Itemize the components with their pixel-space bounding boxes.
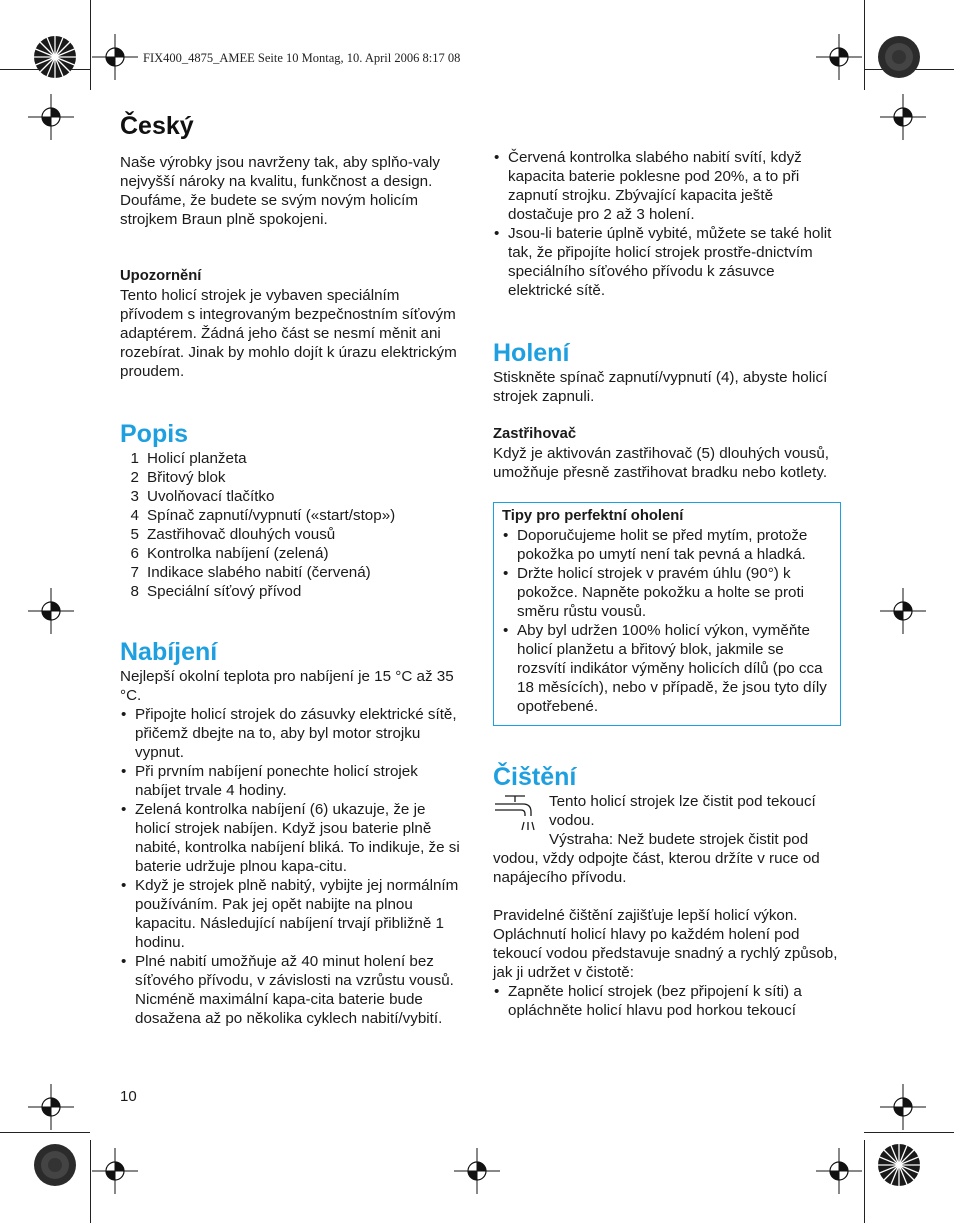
list-item: • Červená kontrolka slabého nabití svítí, když kapacita baterie poklesne pod 20%, a to při zapnutí strojku. Zbývající kapacita ještě dostačuje pro 2 až 3 holení.	[493, 148, 839, 224]
registration-mark-icon	[92, 34, 138, 80]
list-item: • Držte holicí strojek v pravém úhlu (90°) k pokožce. Napněte pokožku a holte se proti směru růstu vousů.	[502, 564, 832, 621]
registration-mark-icon	[28, 1084, 74, 1130]
intro-paragraph: Naše výrobky jsou navrženy tak, aby splňo-valy nejvyšší nároky na kvalitu, funkčnost a design. Doufáme, že budete se svým novým holicím strojkem Braun plně spokojeni.	[120, 154, 440, 228]
warning-section	[120, 267, 465, 381]
list-item: • Zapněte holicí strojek (bez připojení k síti) a opláchněte holicí hlavu pod horkou tekoucí	[493, 982, 839, 1020]
starburst-target-icon	[33, 35, 77, 79]
list-item: 3 Uvolňovací tlačítko	[130, 488, 275, 505]
faucet-text: Tento holicí strojek lze čistit pod tekoucí vodou.	[549, 793, 816, 829]
trim-line	[0, 1132, 90, 1133]
list-item: • Zelená kontrolka nabíjení (6) ukazuje, že je holicí strojek nabíjen. Když jsou baterie plně nabité, kontrolka nabíjení bliká. To indikuje, že si baterie udržuje plnou kapa-citu.	[120, 800, 465, 876]
registration-mark-icon	[28, 94, 74, 140]
list-item: • Připojte holicí strojek do zásuvky elektrické sítě, přičemž dbejte na to, aby byl motor strojku vypnut.	[120, 705, 465, 762]
list-item: 7 Indikace slabého nabití (červená)	[130, 564, 371, 581]
nabijeni-heading: Nabíjení	[120, 638, 218, 666]
list-item: • Při prvním nabíjení ponechte holicí strojek nabíjet trvale 4 hodiny.	[120, 762, 465, 800]
right-column	[493, 148, 839, 1020]
trimmer-text: Když je aktivován zastřihovač (5) dlouhých vousů, umožňuje přesně zastřihovat bradku nebo kotlety.	[493, 445, 829, 481]
registration-mark-icon	[880, 94, 926, 140]
list-item: • Jsou-li baterie úplně vybité, můžete se také holit tak, že připojíte holicí strojek prostře-dnictvím speciálního síťového přívodu k zásuvce elektrické sítě.	[493, 224, 839, 300]
cisteni-text: Pravidelné čištění zajišťuje lepší holicí výkon. Opláchnutí holicí hlavy po každém holení pod tekoucí vodou představuje snadný a rychlý způsob, jak ji udržet v čistotě:	[493, 907, 838, 981]
color-target-icon	[33, 1143, 77, 1187]
registration-mark-icon	[816, 34, 862, 80]
registration-mark-icon	[880, 1084, 926, 1130]
tips-box	[493, 502, 841, 726]
list-item: 1 Holicí planžeta	[130, 450, 247, 467]
trim-line	[864, 1132, 954, 1133]
trim-line	[90, 1140, 91, 1223]
color-target-icon	[877, 35, 921, 79]
trimmer-section	[493, 425, 839, 482]
registration-mark-icon	[816, 1148, 862, 1194]
registration-mark-icon	[28, 588, 74, 634]
cisteni-heading: Čištění	[493, 763, 577, 791]
nabijeni-list	[120, 705, 465, 1028]
starburst-target-icon	[877, 1143, 921, 1187]
water-faucet-icon	[493, 792, 539, 836]
language-title: Český	[120, 112, 194, 140]
trimmer-heading: Zastřihovač	[493, 426, 577, 442]
list-item: 2 Břitový blok	[130, 469, 226, 486]
registration-mark-icon	[880, 588, 926, 634]
warning-heading: Upozornění	[120, 268, 202, 284]
trim-line	[90, 0, 91, 90]
registration-mark-icon	[454, 1148, 500, 1194]
trim-line	[864, 0, 865, 90]
cisteni-list	[493, 982, 839, 1020]
parts-list	[120, 449, 465, 601]
cleaning-warning: Výstraha: Než budete strojek čistit pod vodou, vždy odpojte část, kterou držíte v ruce od napájecího přívodu.	[493, 831, 820, 886]
list-item: 5 Zastřihovač dlouhých vousů	[130, 526, 336, 543]
faucet-note	[493, 792, 839, 887]
list-item: 6 Kontrolka nabíjení (zelená)	[130, 545, 329, 562]
page-number: 10	[120, 1088, 137, 1105]
list-item: • Aby byl udržen 100% holicí výkon, vyměňte holicí planžetu a břitový blok, jakmile se rozsvítí indikátor výměny holicích dílů (po cca 18 měsících), nebo v případě, že jsou tyto díly opotřebené.	[502, 621, 832, 716]
nabijeni-list-continued	[493, 148, 839, 300]
nabijeni-intro: Nejlepší okolní teplota pro nabíjení je 15 °C až 35 °C.	[120, 668, 454, 704]
list-item: • Doporučujeme holit se před mytím, protože pokožka po umytí není tak pevná a hladká.	[502, 526, 832, 564]
list-item: • Plné nabití umožňuje až 40 minut holení bez síťového přívodu, v závislosti na vzrůstu vousů. Nicméně maximální kapa-cita baterie bude dosažena až po několika cyklech nabití/vybití.	[120, 952, 465, 1028]
tips-heading: Tipy pro perfektní oholení	[502, 508, 684, 524]
registration-mark-icon	[92, 1148, 138, 1194]
tips-list	[502, 526, 832, 716]
warning-text: Tento holicí strojek je vybaven speciálním přívodem s integrovaným bezpečnostním síťovým adaptérem. Žádná jeho část se nesmí měnit ani rozebírat. Jinak by mohlo dojít k úrazu elektrickým proudem.	[120, 287, 457, 380]
holeni-heading: Holení	[493, 339, 570, 367]
list-item: • Když je strojek plně nabitý, vybijte jej normálním používáním. Pak jej opět nabijte na plnou kapacitu. Následující nabíjení trvají přibližně 1 hodinu.	[120, 876, 465, 952]
print-slug: FIX400_4875_AMEE Seite 10 Montag, 10. April 2006 8:17 08	[143, 51, 461, 65]
popis-heading: Popis	[120, 420, 189, 448]
left-column	[120, 108, 465, 1028]
trim-line	[864, 1140, 865, 1223]
holeni-text: Stiskněte spínač zapnutí/vypnutí (4), abyste holicí strojek zapnuli.	[493, 369, 828, 405]
list-item: 8 Speciální síťový přívod	[130, 583, 302, 600]
list-item: 4 Spínač zapnutí/vypnutí («start/stop»)	[130, 507, 396, 524]
